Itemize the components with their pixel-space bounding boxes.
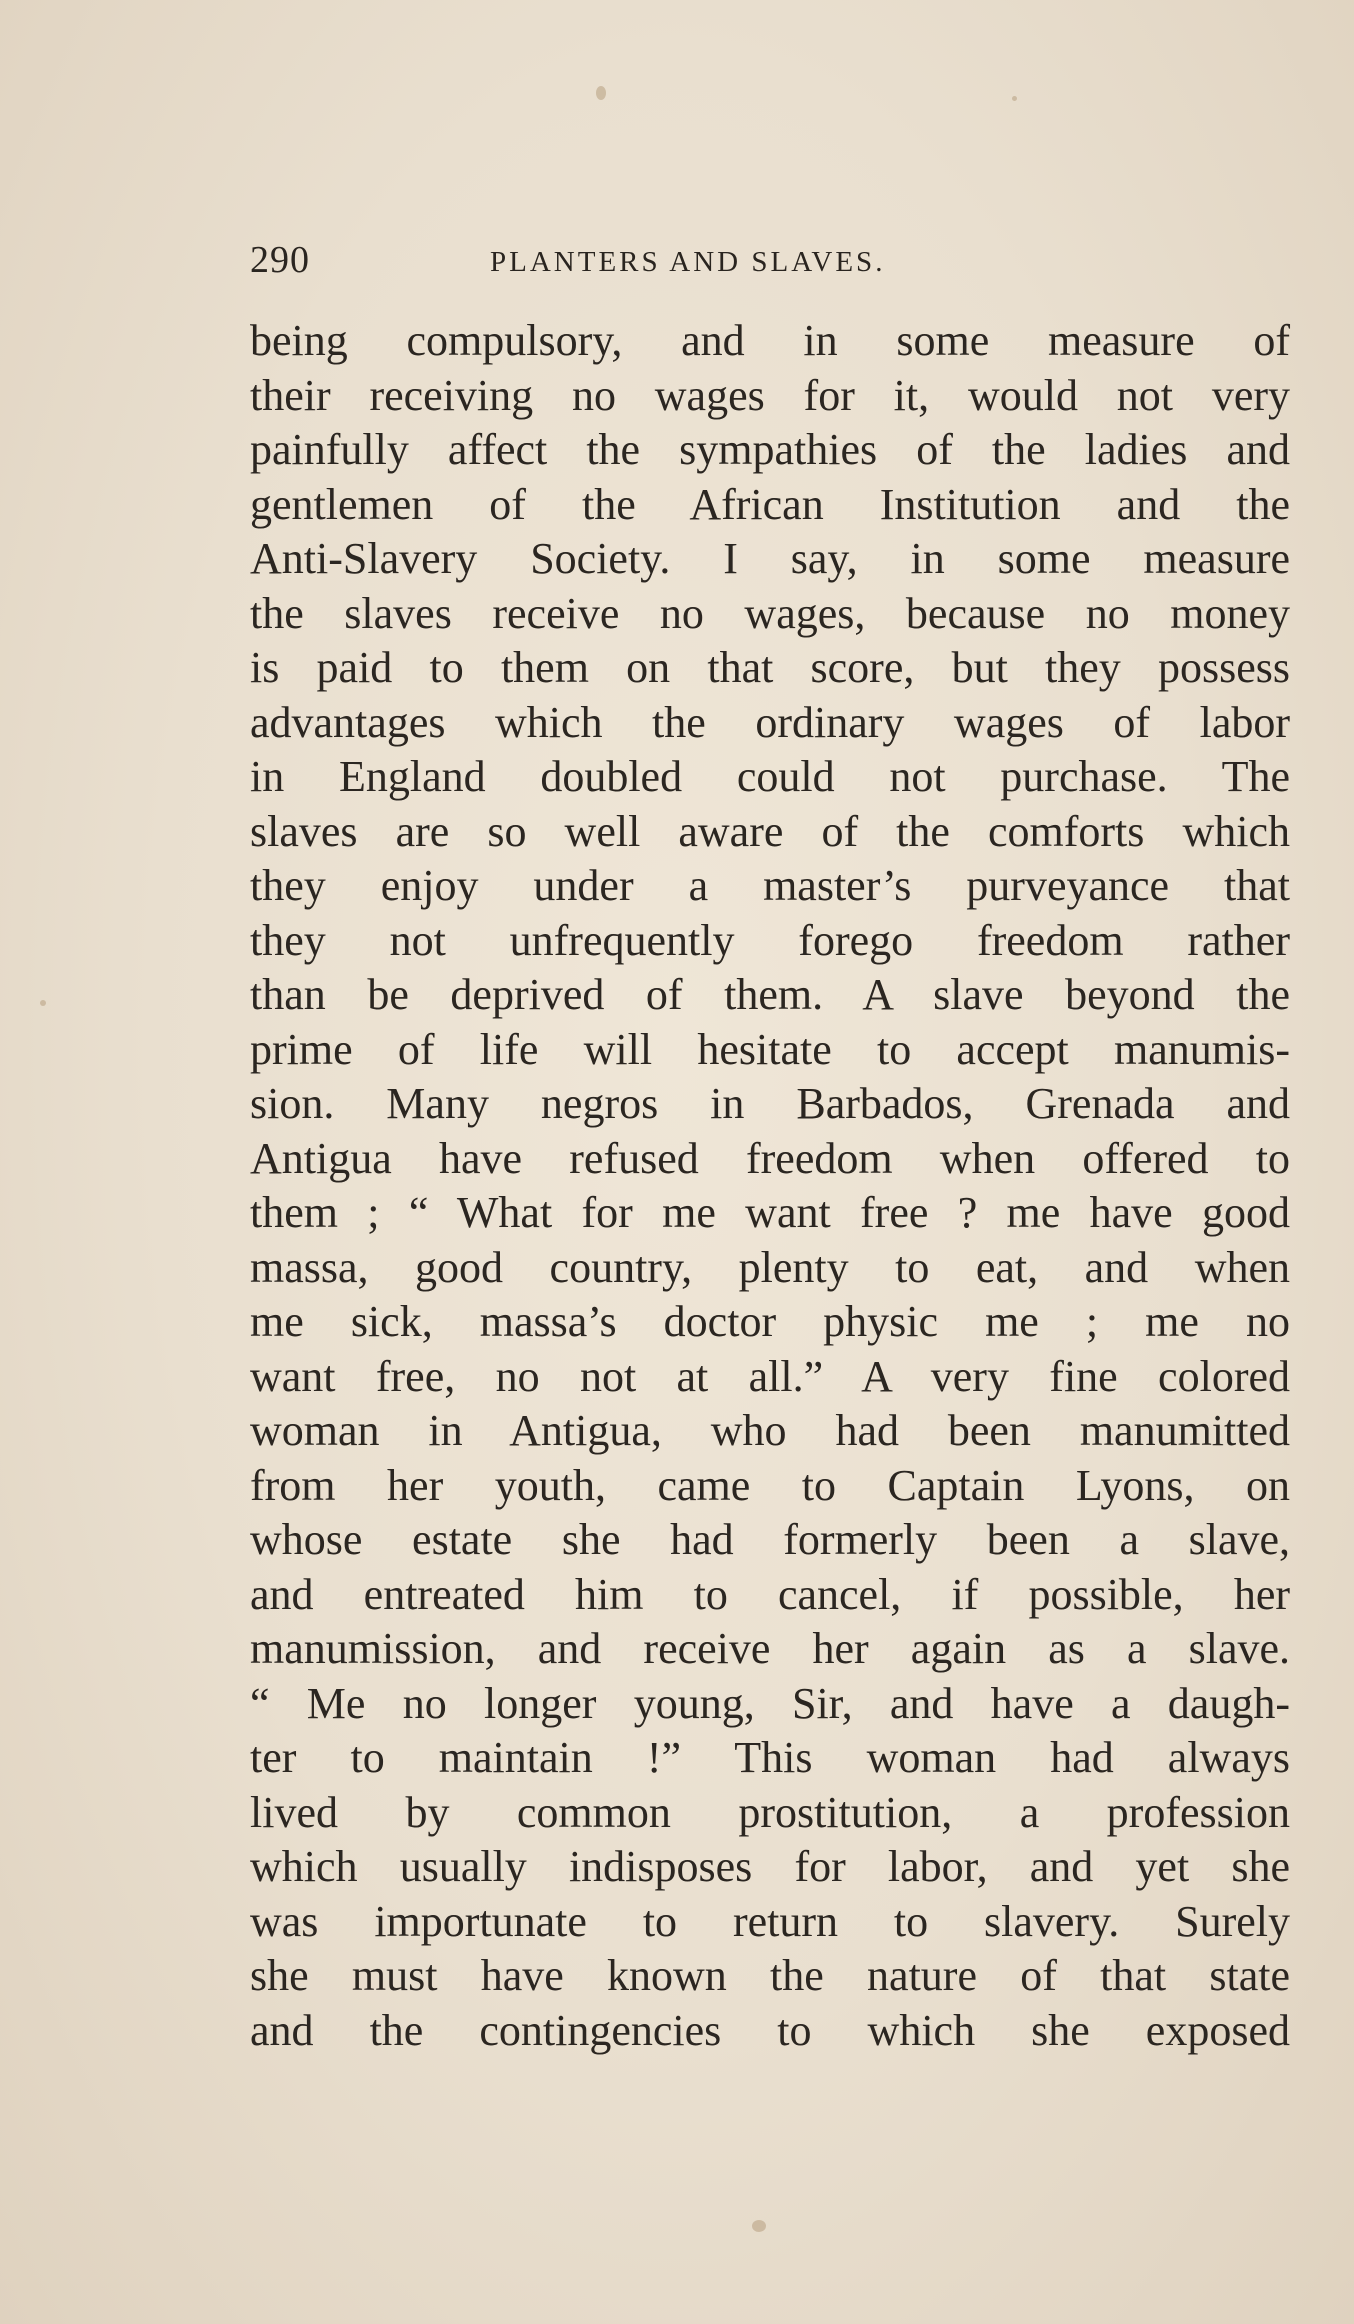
- text-line: was importunate to return to slavery. Surely: [250, 1896, 1290, 1946]
- paper-speck: [1012, 96, 1017, 101]
- text-line: slaves are so well aware of the comforts which: [250, 806, 1290, 856]
- text-line: Anti-Slavery Society. I say, in some measure: [250, 534, 1290, 583]
- text-line: prime of life will hesitate to accept manumis-: [250, 1024, 1290, 1074]
- page-number: 290: [250, 239, 310, 281]
- running-head: PLANTERS AND SLAVES.: [490, 246, 886, 278]
- text-line: they not unfrequently forego freedom rather: [250, 915, 1290, 965]
- text-line: lived by common prostitution, a profession: [250, 1787, 1290, 1837]
- text-line: in England doubled could not purchase. The: [250, 752, 1290, 801]
- text-line: them ; “ What for me want free ? me have good: [250, 1188, 1290, 1237]
- text-line: “ Me no longer young, Sir, and have a daugh-: [250, 1678, 1290, 1728]
- text-line: being compulsory, and in some measure of: [250, 316, 1290, 365]
- text-line: from her youth, came to Captain Lyons, on: [250, 1460, 1290, 1510]
- text-line: ter to maintain !” This woman had always: [250, 1733, 1290, 1782]
- body-text: [250, 314, 1290, 2058]
- text-line: want free, no not at all.” A very fine colored: [250, 1351, 1290, 1401]
- text-line: Antigua have refused freedom when offered to: [250, 1133, 1290, 1183]
- paper-speck: [596, 86, 606, 100]
- text-line: whose estate she had formerly been a slave,: [250, 1515, 1290, 1564]
- text-line: me sick, massa’s doctor physic me ; me no: [250, 1297, 1290, 1346]
- text-line: she must have known the nature of that state: [250, 1951, 1290, 2000]
- text-line: than be deprived of them. A slave beyond the: [250, 970, 1290, 1019]
- text-line: and entreated him to cancel, if possible, her: [250, 1569, 1290, 1619]
- text-line: painfully affect the sympathies of the ladies and: [250, 425, 1290, 474]
- text-line: the slaves receive no wages, because no money: [250, 588, 1290, 638]
- text-line: and the contingencies to which she exposed: [250, 2005, 1290, 2055]
- text-line: manumission, and receive her again as a slave.: [250, 1624, 1290, 1673]
- text-line: their receiving no wages for it, would not very: [250, 370, 1290, 420]
- text-line: they enjoy under a master’s purveyance that: [250, 861, 1290, 910]
- paper-speck: [752, 2220, 766, 2232]
- page-header: [250, 238, 1290, 288]
- text-line: woman in Antigua, who had been manumitted: [250, 1406, 1290, 1455]
- text-line: massa, good country, plenty to eat, and when: [250, 1242, 1290, 1292]
- paper-speck: [40, 1000, 46, 1006]
- text-line: advantages which the ordinary wages of labor: [250, 697, 1290, 747]
- text-line: gentlemen of the African Institution and the: [250, 479, 1290, 529]
- text-line: sion. Many negros in Barbados, Grenada and: [250, 1079, 1290, 1128]
- text-line: is paid to them on that score, but they possess: [250, 643, 1290, 692]
- text-line: which usually indisposes for labor, and yet she: [250, 1842, 1290, 1891]
